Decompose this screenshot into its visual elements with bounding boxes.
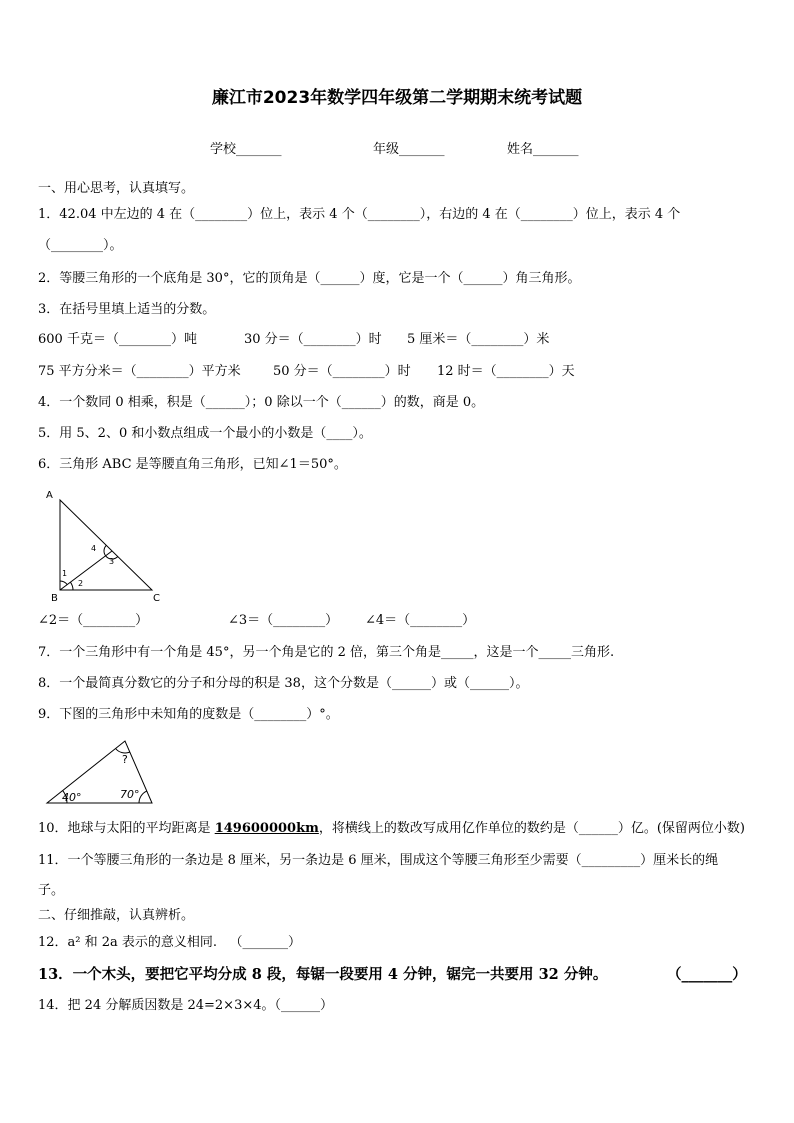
question-6-answer-angle-2: ∠2＝（________） [38,613,149,628]
school-field: 学校_______ [210,142,282,157]
question-1-line-1: 1．42.04 中左边的 4 在（________）位上，表示 4 个（________），右边的 4 在（________）位上，表示 4 个 [38,207,681,222]
question-3-item-cm: 5 厘米＝（________）米 [407,332,550,347]
question-12: 12．a² 和 2a 表示的意义相同. （_______） [38,935,301,950]
question-10 [38,821,745,837]
question-13-answer-blank: （_______） [667,966,747,983]
angle-4-arc [104,545,106,555]
question-3: 3．在括号里填上适当的分数。 [38,302,216,317]
exam-title: 廉江市2023年数学四年级第二学期期末统考试题 [211,88,583,108]
angle-label-70: 70° [120,788,140,801]
question-4: 4．一个数同 0 相乘，积是（______）；0 除以一个（______）的数，商是 0。 [38,395,485,410]
question-9: 9．下图的三角形中未知角的度数是（________）°。 [38,707,339,722]
vertex-label-c: C [153,593,160,604]
angle-2-arc [70,582,73,590]
angle-label-4: 4 [91,544,97,553]
question-3-item-kg: 600 千克＝（________）吨 [38,332,197,347]
angle-label-unknown: ? [122,753,128,766]
question-10-text-before: 10．地球与太阳的平均距离是 [38,821,215,836]
angle-label-40: 40° [62,791,82,804]
question-13: 13．一个木头，要把它平均分成 8 段，每锯一段要用 4 分钟，锯完一共要用 32 分钟。 [38,966,608,983]
question-3-item-hour: 12 时＝（________）天 [437,364,575,379]
question-11-line-2: 子。 [38,883,65,898]
vertex-label-b: B [51,593,58,604]
section-1-heading: 一、用心思考，认真填写。 [38,181,195,196]
section-2-heading: 二、仔细推敲，认真辨析。 [38,908,195,923]
question-10-underlined-number: 149600000km [214,821,319,836]
question-2: 2．等腰三角形的一个底角是 30°，它的顶角是（______）度，它是一个（______）角三角形。 [38,271,581,286]
question-3-item-min-50: 50 分＝（________）时 [273,364,411,379]
vertex-label-a: A [46,490,53,501]
question-6-answer-angle-3: ∠3＝（________） [228,613,339,628]
angle-label-3: 3 [109,557,115,566]
triangle-abc [60,500,152,590]
angle-label-1: 1 [62,569,68,578]
name-field: 姓名_______ [507,142,579,157]
question-10-text-after: ，将横线上的数改写成用亿作单位的数约是（______）亿。(保留两位小数) [318,821,746,836]
angle-70-arc [139,791,147,803]
question-1-line-2: （________）。 [38,238,123,253]
segment-from-b [60,551,115,590]
question-6: 6．三角形 ABC 是等腰直角三角形，已知∠1＝50°。 [38,457,347,472]
question-3-item-dm2: 75 平方分米＝（________）平方米 [38,364,241,379]
angle-1-arc [60,581,67,585]
triangle-unknown-angle-figure [40,735,160,810]
question-8: 8．一个最简真分数它的分子和分母的积是 38，这个分数是（______）或（______）。 [38,676,529,691]
question-7: 7．一个三角形中有一个角是 45°，另一个角是它的 2 倍，第三个角是_____，这是一个_____三角形. [38,645,615,660]
question-11-line-1: 11．一个等腰三角形的一条边是 8 厘米，另一条边是 6 厘米，围成这个等腰三角形至少需要（_________）厘米长的绳 [38,853,719,868]
question-5: 5．用 5、2、0 和小数点组成一个最小的小数是（____）。 [38,426,372,441]
question-6-answer-angle-4: ∠4＝（________） [365,613,476,628]
question-3-item-min-30: 30 分＝（________）时 [244,332,382,347]
question-14: 14．把 24 分解质因数是 24=2×3×4。（______） [38,998,334,1013]
grade-field: 年级_______ [373,142,445,157]
angle-label-2: 2 [78,579,84,588]
triangle-abc-figure [38,488,168,606]
